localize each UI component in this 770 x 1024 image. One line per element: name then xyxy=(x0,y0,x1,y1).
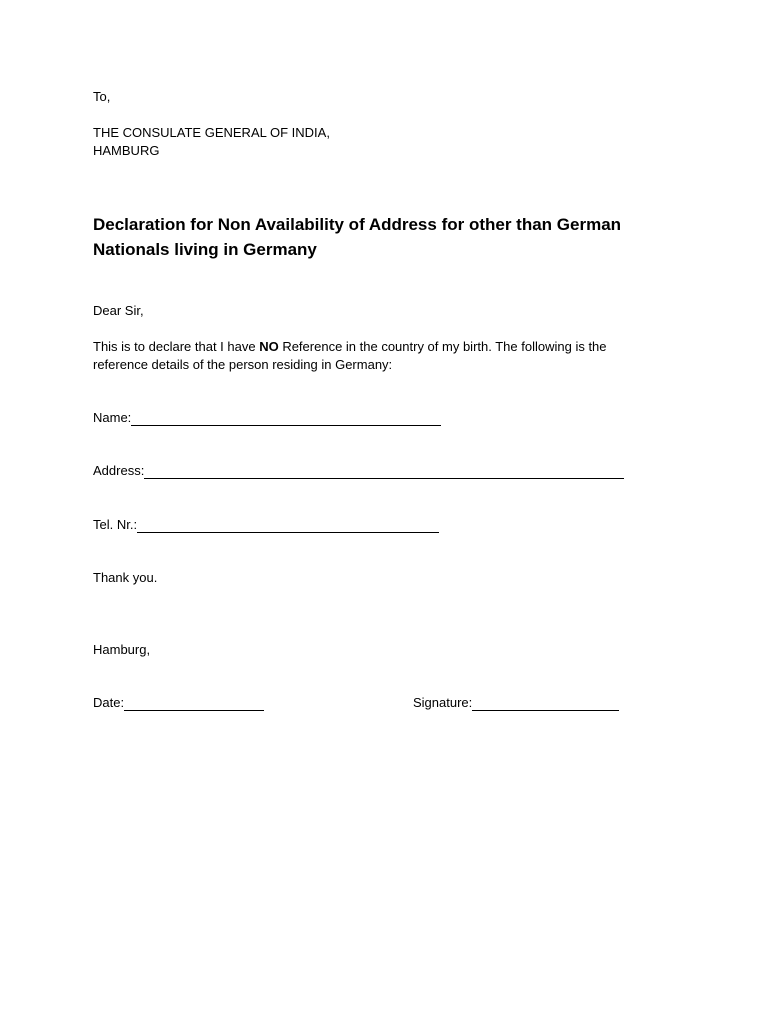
thanks-line: Thank you. xyxy=(93,570,158,585)
declaration-pre: This is to declare that I have xyxy=(93,339,260,354)
title-line-1: Declaration for Non Availability of Address for other than German xyxy=(93,215,622,234)
name-blank-line[interactable] xyxy=(131,411,441,426)
greeting: Dear Sir, xyxy=(93,303,144,318)
recipient-line-2: HAMBURG xyxy=(93,143,160,158)
title-line-2: Nationals living in Germany xyxy=(93,240,317,259)
signature-field xyxy=(413,694,619,711)
recipient-line-1: THE CONSULATE GENERAL OF INDIA, xyxy=(93,125,330,140)
name-label: Name: xyxy=(93,410,132,425)
signature-label: Signature: xyxy=(413,695,473,710)
declaration-post: Reference in the country of my birth. The following is the xyxy=(278,339,607,354)
address-blank-line[interactable] xyxy=(144,464,624,479)
date-label: Date: xyxy=(93,695,125,710)
tel-field xyxy=(93,516,439,533)
signature-blank-line[interactable] xyxy=(472,696,619,711)
to-line: To, xyxy=(93,89,111,104)
address-label: Address: xyxy=(93,463,145,478)
declaration-emphasis: NO xyxy=(259,339,279,354)
declaration-line-1 xyxy=(93,338,607,355)
tel-label: Tel. Nr.: xyxy=(93,517,138,532)
document-title xyxy=(93,212,693,262)
declaration-line-2: reference details of the person residing in Germany: xyxy=(93,357,393,372)
tel-blank-line[interactable] xyxy=(137,518,439,533)
date-field xyxy=(93,694,264,711)
place-line: Hamburg, xyxy=(93,642,151,657)
name-field xyxy=(93,409,441,426)
address-field xyxy=(93,462,624,479)
date-blank-line[interactable] xyxy=(124,696,264,711)
